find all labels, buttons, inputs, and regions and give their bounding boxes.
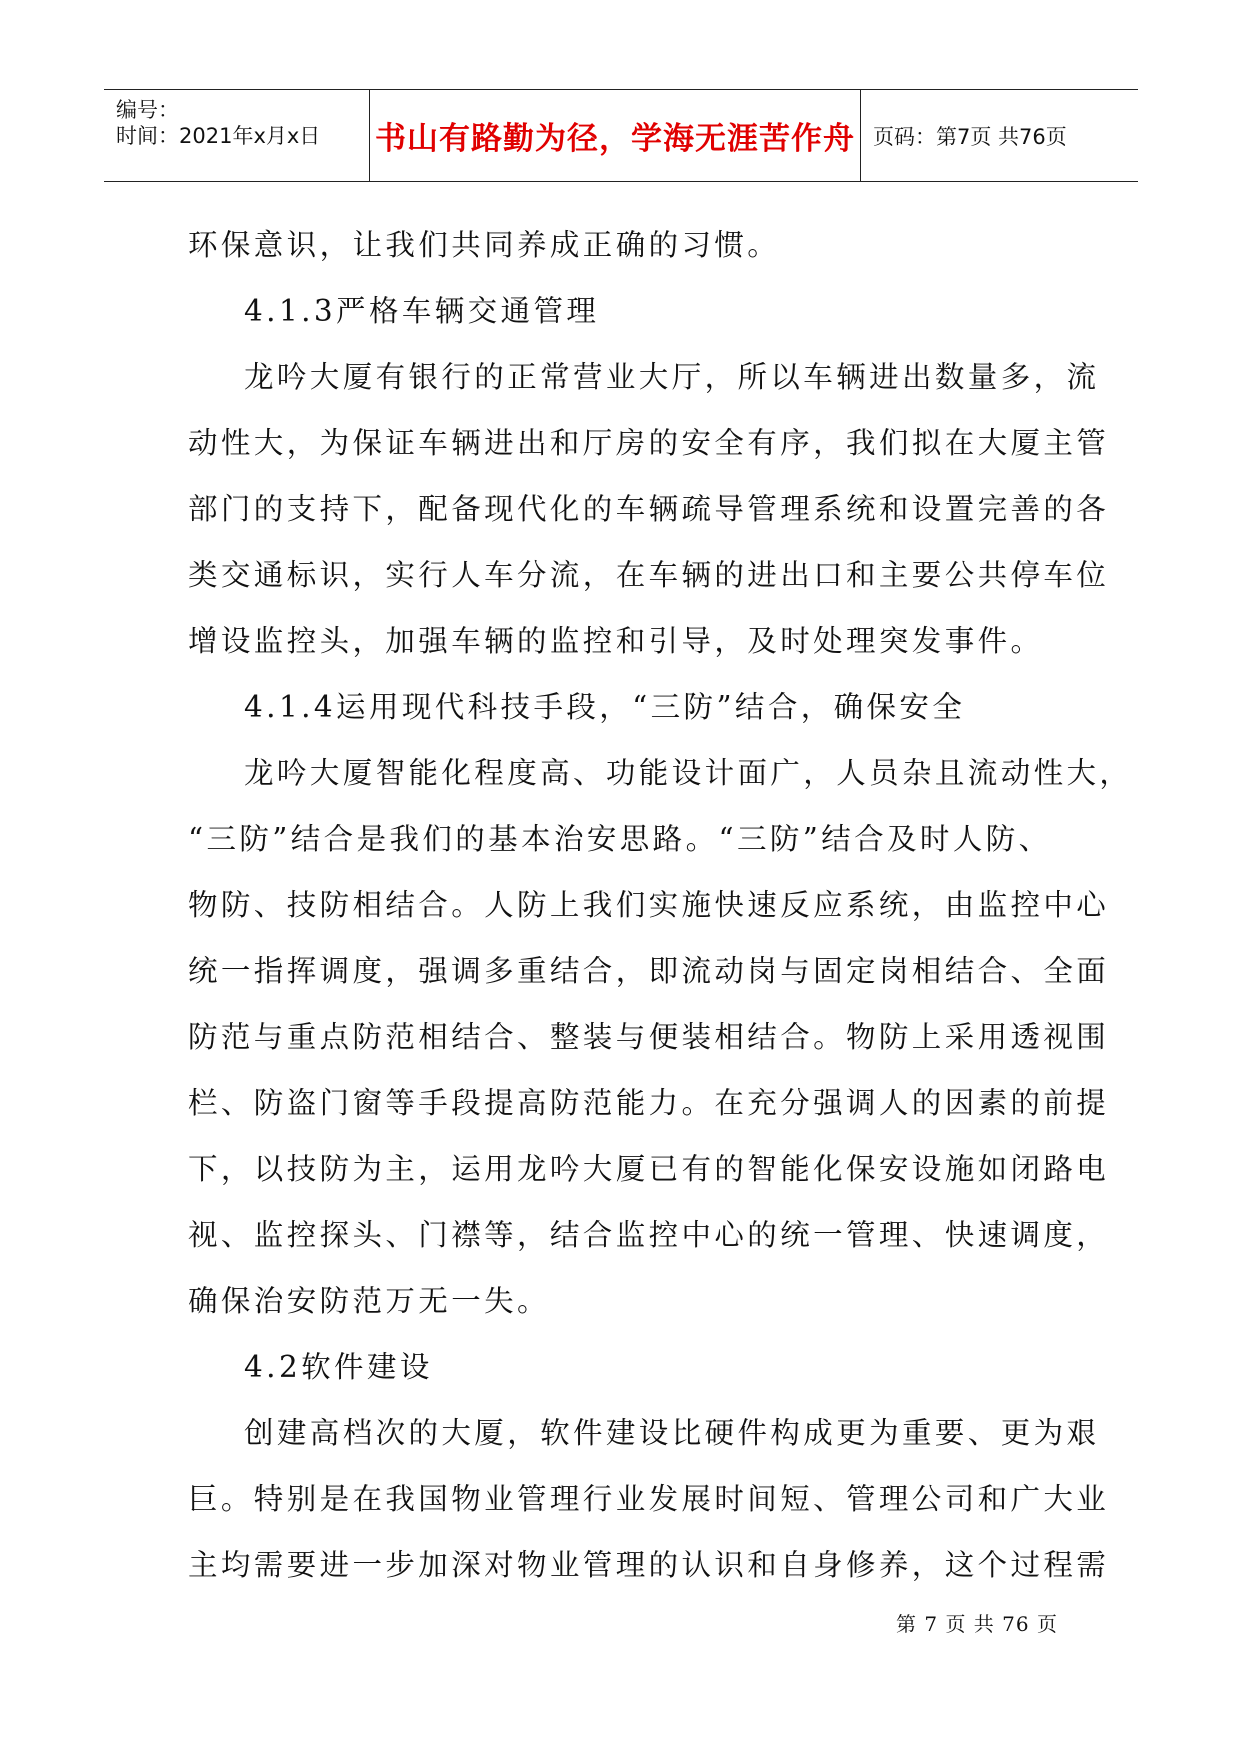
body-line: 4.1.4运用现代科技手段，“三防”结合，确保安全 xyxy=(244,690,966,724)
body-line: 确保治安防范万无一失。 xyxy=(188,1284,550,1318)
body-line: “三防”结合是我们的基本治安思路。“三防”结合及时人防、 xyxy=(188,822,1052,856)
body-line: 防范与重点防范相结合、整装与便装相结合。物防上采用透视围 xyxy=(188,1020,1110,1054)
body-line: 视、监控探头、门襟等，结合监控中心的统一管理、快速调度， xyxy=(188,1218,1110,1252)
body-line: 部门的支持下，配备现代化的车辆疏导管理系统和设置完善的各 xyxy=(188,492,1110,526)
body-line: 创建高档次的大厦，软件建设比硬件构成更为重要、更为艰 xyxy=(244,1416,1100,1450)
document-body xyxy=(188,212,1133,1598)
body-line: 统一指挥调度，强调多重结合，即流动岗与固定岗相结合、全面 xyxy=(188,954,1110,988)
header-motto: 书山有路勤为径，学海无涯苦作舟 xyxy=(375,121,855,157)
body-line: 动性大，为保证车辆进出和厅房的安全有序，我们拟在大厦主管 xyxy=(188,426,1110,460)
body-line: 龙吟大厦有银行的正常营业大厅，所以车辆进出数量多，流 xyxy=(244,360,1100,394)
body-line: 栏、防盗门窗等手段提高防范能力。在充分强调人的因素的前提 xyxy=(188,1086,1110,1120)
body-line: 龙吟大厦智能化程度高、功能设计面广，人员杂且流动性大， xyxy=(244,756,1133,790)
document-time-label: 时间：2021年x月x日 xyxy=(116,124,321,148)
body-line: 主均需要进一步加深对物业管理的认识和自身修养，这个过程需 xyxy=(188,1548,1110,1582)
page-footer: 第 7 页 共 76 页 xyxy=(896,1612,1058,1636)
body-line: 巨。特别是在我国物业管理行业发展时间短、管理公司和广大业 xyxy=(188,1482,1110,1516)
page-header xyxy=(104,89,1138,182)
header-page-info: 页码：第7页 共76页 xyxy=(873,124,1067,149)
body-line: 物防、技防相结合。人防上我们实施快速反应系统，由监控中心 xyxy=(188,888,1110,922)
body-line: 4.2软件建设 xyxy=(244,1350,433,1384)
header-motto-cell xyxy=(370,90,861,181)
document-number-label: 编号： xyxy=(116,98,179,122)
body-line: 4.1.3严格车辆交通管理 xyxy=(244,294,600,328)
body-line: 增设监控头，加强车辆的监控和引导，及时处理突发事件。 xyxy=(188,624,1044,658)
body-line: 类交通标识，实行人车分流，在车辆的进出口和主要公共停车位 xyxy=(188,558,1110,592)
header-left-cell xyxy=(104,90,370,181)
body-line: 环保意识，让我们共同养成正确的习惯。 xyxy=(188,228,781,262)
header-page-info-cell xyxy=(861,90,1138,181)
body-line: 下，以技防为主，运用龙吟大厦已有的智能化保安设施如闭路电 xyxy=(188,1152,1110,1186)
